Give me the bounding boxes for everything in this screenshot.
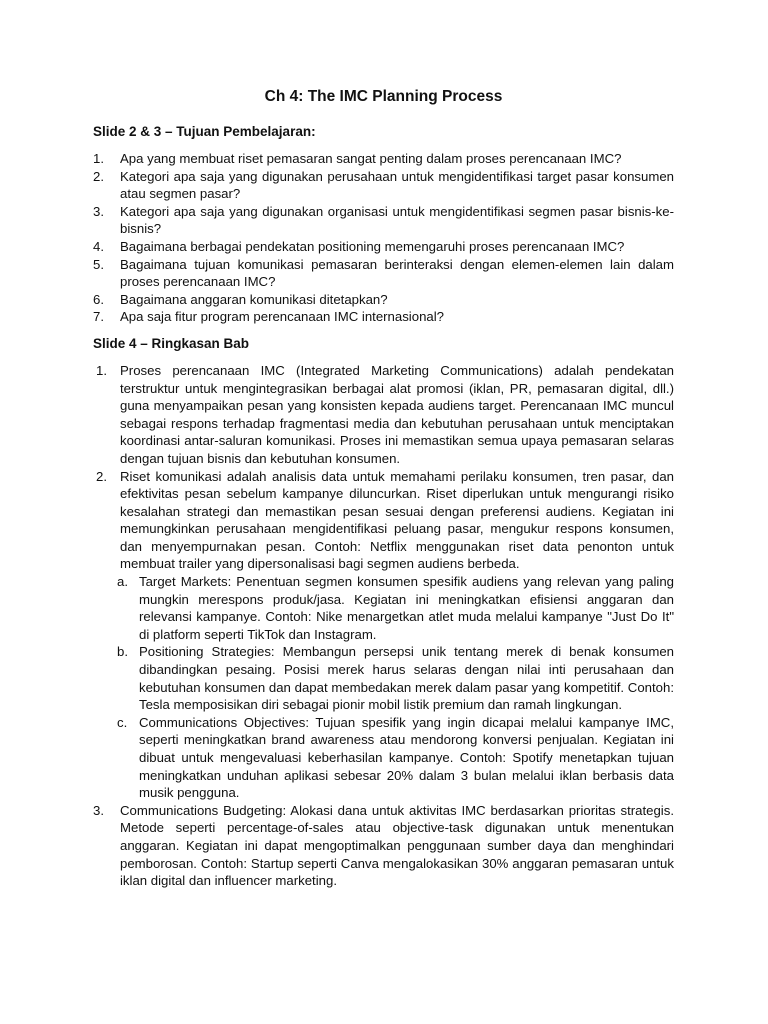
list-item-text: Bagaimana tujuan komunikasi pemasaran berinteraksi dengan elemen-elemen lain dalam proses perencanaan IMC? [120,256,674,290]
sub-list-item-text: Target Markets: Penentuan segmen konsumen spesifik audiens yang relevan yang paling mungkin merespons produk/jasa. Kegiatan ini meningkatkan efisiensi anggaran dan relevansi kampanye. Contoh: Nike menargetkan atlet muda melalui kampanye "Just Do It" di platform seperti TikTok dan Instagram. [139,574,674,642]
list-item [93,362,674,468]
document-title: Ch 4: The IMC Planning Process [264,88,503,105]
list-item-text: Kategori apa saja yang digunakan organisasi untuk mengidentifikasi segmen pasar bisnis-ke-bisnis? [120,203,674,237]
list-number: 3. [93,802,104,818]
list-number: 7. [93,309,104,325]
section-heading-objectives: Slide 2 & 3 – Tujuan Pembelajaran: [93,124,316,139]
list-item [93,802,674,890]
sub-list-item [117,714,674,802]
list-item [93,150,674,168]
list-item [93,168,674,203]
objectives-list [93,150,674,326]
sub-list [117,573,674,802]
list-number: 2. [93,168,104,184]
list-number: 6. [93,291,104,307]
list-number: 1. [96,362,107,378]
list-item-text: Bagaimana anggaran komunikasi ditetapkan? [120,291,388,307]
list-item [93,308,674,326]
list-item [93,238,674,256]
summary-list [93,362,674,890]
list-item [93,203,674,238]
list-number: 1. [93,151,104,166]
list-item [93,468,674,802]
list-item-text: Apa saja fitur program perencanaan IMC internasional? [120,309,445,325]
list-item-text: Kategori apa saja yang digunakan perusahaan untuk mengidentifikasi target pasar konsumen atau segmen pasar? [120,168,674,202]
list-number: 5. [93,256,104,272]
list-item [93,256,674,291]
list-item-text: Bagaimana berbagai pendekatan positioning memengaruhi proses perencanaan IMC? [120,238,625,254]
list-item-text: Communications Budgeting: Alokasi dana untuk aktivitas IMC berdasarkan prioritas strategis. Metode seperti percentage-of-sales atau objective-task digunakan untuk menentukan anggaran. Kegiatan ini dapat mengoptimalkan penggunaan sumber daya dan menghindari pemborosan. Contoh: Startup seperti Canva mengalokasikan 30% anggaran pemasaran untuk iklan digital dan influencer marketing. [120,802,674,889]
list-item-text: Riset komunikasi adalah analisis data untuk memahami perilaku konsumen, tren pasar, dan efektivitas pesan sebelum kampanye diluncurkan. Riset diperlukan untuk mengurangi risiko kesalahan strategi dan memastikan pesan sesuai dengan preferensi audiens. Kegiatan ini memungkinkan perusahaan mengidentifikasi peluang pasar, mengukur respons konsumen, dan menyempurnakan pesan. Contoh: Netflix menggunakan riset data penonton untuk membuat trailer yang dipersonalisasi bagi segmen audiens berbeda. [120,468,674,572]
list-letter: a. [117,574,128,590]
list-letter: c. [117,714,128,730]
list-item-text: Apa yang membuat riset pemasaran sangat penting dalam proses perencanaan IMC? [120,151,622,166]
sub-list-item-text: Communications Objectives: Tujuan spesifik yang ingin dicapai melalui kampanye IMC, seperti meningkatkan brand awareness atau mendorong konversi penjualan. Kegiatan ini dibuat untuk mengevaluasi keberhasilan kampanye. Contoh: Spotify menetapkan tujuan meningkatkan unduhan aplikasi sebesar 20% dalam 3 bulan melalui iklan berbasis data musik pengguna. [139,714,674,801]
section-heading-summary: Slide 4 – Ringkasan Bab [93,335,250,351]
list-item [93,291,674,309]
list-number: 2. [96,468,107,484]
sub-list-item [117,643,674,713]
list-item-text: Proses perencanaan IMC (Integrated Marketing Communications) adalah pendekatan terstruktur untuk mengintegrasikan berbagai alat promosi (iklan, PR, pemasaran digital, dll.) guna menyampaikan pesan yang konsisten kepada audiens target. Perencanaan IMC muncul sebagai respons terhadap fragmentasi media dan kebutuhan perusahaan untuk menciptakan koordinasi antar-saluran komunikasi. Proses ini memastikan semua upaya pemasaran selaras dengan tujuan bisnis dan kebutuhan konsumen. [120,362,674,466]
list-letter: b. [117,644,128,660]
sub-list-item [117,573,674,643]
list-number: 4. [93,238,104,254]
sub-list-item-text: Positioning Strategies: Membangun persepsi unik tentang merek di benak konsumen dibandingkan pesaing. Posisi merek harus selaras dengan nilai inti perusahaan dan kebutuhan konsumen dan dapat membedakan merek dalam pasar yang kompetitif. Contoh: Tesla memposisikan diri sebagai pionir mobil listik premium dan ramah lingkungan. [139,644,674,713]
list-number: 3. [93,203,104,219]
